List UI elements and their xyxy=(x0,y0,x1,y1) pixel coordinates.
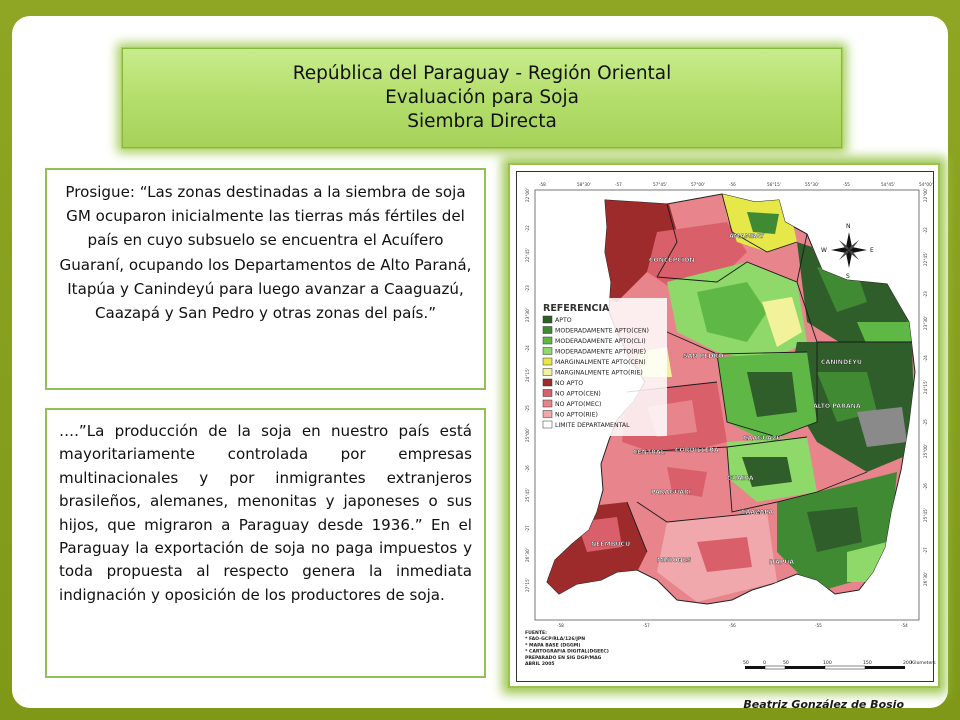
map-frame xyxy=(508,163,940,688)
right-coordinate: -23 xyxy=(923,291,928,298)
department-label: CENTRAL xyxy=(633,449,665,456)
legend-swatch xyxy=(543,316,552,323)
top-coordinate: 58°30' xyxy=(577,182,591,187)
scale-label: 100 xyxy=(823,661,832,666)
right-coordinate: -25 xyxy=(923,419,928,426)
top-coordinate: 54°00' xyxy=(919,182,933,187)
paragraph-2: ….”La producción de la soja en nuestro país está mayoritariamente controlada por empresas multinacionales y por inmigrantes extranjeros brasileños, alemanes, menonitas y japoneses o sus hijos, que migraron a Paraguay desde 1936.” En el Paraguay la exportación de soja no paga impuestos y toda propuesta al respecto genera la inmediata indignación y oposición de los productores de soja. xyxy=(59,422,472,604)
top-coordinate: 57°00' xyxy=(691,182,705,187)
legend-swatch xyxy=(543,411,552,418)
top-coordinate: 54°45' xyxy=(881,182,895,187)
department-label: CAAGUAZU xyxy=(743,435,782,442)
text-box-2 xyxy=(45,408,486,678)
title-line-3: Siembra Directa xyxy=(407,111,557,132)
top-coordinate-labels xyxy=(539,182,933,187)
legend-label: MODERADAMENTE APTO(CLI) xyxy=(555,338,646,346)
bottom-coordinate: -55 xyxy=(815,623,822,628)
department-label: ALTO PARANA xyxy=(813,403,861,410)
left-coordinate: 25°45' xyxy=(525,488,530,502)
right-coordinate: -27 xyxy=(923,547,928,554)
source-line: * CARTOGRAFIA DIGITAL(DGEEC) xyxy=(525,649,609,655)
left-coordinate: -26 xyxy=(525,465,530,472)
legend-label: NO APTO(RIE) xyxy=(555,411,598,419)
paragraph-1: Prosigue: “Las zonas destinadas a la siembra de soja GM ocuparon inicialmente las tierras más fértiles del país en cuyo subsuelo se encuentra el Acuífero Guaraní, ocupando los Departamentos de Alto Paraná, Itapúa y Canindeyú para luego avanzar a Caaguazú, Caazapá y San Pedro y otras zonas del país.” xyxy=(59,183,472,323)
scale-label: 200 xyxy=(903,661,912,666)
legend-swatch xyxy=(543,390,552,397)
author-attribution: Beatriz González de Bosio xyxy=(743,698,904,711)
department-label: ITAPUA xyxy=(769,559,794,566)
right-coordinate: -26 xyxy=(923,483,928,490)
legend-title: REFERENCIA xyxy=(543,303,610,314)
top-coordinate: -55 xyxy=(843,182,850,187)
right-coordinate: 22°45' xyxy=(923,252,928,266)
soybean-suitability-map xyxy=(517,172,936,681)
right-coordinate: 25°45' xyxy=(923,508,928,522)
top-coordinate: -56 xyxy=(729,182,736,187)
source-line: FUENTE: xyxy=(525,631,547,636)
legend-label: MODERADAMENTE APTO(RIE) xyxy=(555,348,647,356)
legend-label: MARGINALMENTE APTO(CEN) xyxy=(555,359,646,367)
bottom-coordinate-labels xyxy=(557,623,908,628)
left-coordinate: -27 xyxy=(525,525,530,532)
map-panel xyxy=(516,171,934,682)
source-line: * FAO-GCP/RLA/126/JPN xyxy=(525,637,586,643)
legend-swatch xyxy=(543,369,552,376)
legend-swatch xyxy=(543,337,552,344)
top-coordinate: 55°30' xyxy=(805,182,819,187)
legend-label: MARGINALMENTE APTO(RIE) xyxy=(555,369,643,377)
map-source-notes xyxy=(525,630,609,667)
scale-label: Kilometers xyxy=(911,661,936,666)
top-coordinate: -58 xyxy=(539,182,546,187)
department-label: CORDILLERA xyxy=(675,447,719,454)
legend-label: NO APTO(MEC) xyxy=(555,401,602,409)
left-coordinate: 25°00' xyxy=(525,428,530,442)
scale-bar xyxy=(743,660,936,669)
legend-label: NO APTO(CEN) xyxy=(555,390,601,398)
legend-label: LIMITE DEPARTAMENTAL xyxy=(555,422,630,430)
legend-swatch xyxy=(543,327,552,334)
department-label: NEEMBUCU xyxy=(591,541,631,548)
source-line: ABRIL 2005 xyxy=(525,662,555,667)
legend-swatch xyxy=(543,421,552,428)
department-label: GUAIRA xyxy=(727,475,754,482)
source-line: * MAPA BASE (DGGM) xyxy=(525,643,581,649)
compass-rose-icon xyxy=(821,223,874,280)
scale-label: 50 xyxy=(743,661,749,666)
scale-label: 150 xyxy=(863,661,872,666)
top-coordinate: 56°15' xyxy=(767,182,781,187)
right-coordinate: 25°00' xyxy=(923,444,928,458)
title-line-2: Evaluación para Soja xyxy=(385,87,579,108)
bottom-coordinate: -58 xyxy=(557,623,564,628)
left-coordinate: 23°30' xyxy=(525,308,530,322)
title-line-1: República del Paraguay - Región Oriental xyxy=(292,63,672,84)
bottom-coordinate: -56 xyxy=(729,623,736,628)
right-coordinate: -22 xyxy=(923,227,928,234)
right-coordinate: -24 xyxy=(923,355,928,362)
top-coordinate: 57°45' xyxy=(653,182,667,187)
right-coordinate: 23°30' xyxy=(923,316,928,330)
compass-e: E xyxy=(870,247,874,254)
right-coordinate-labels xyxy=(923,188,928,586)
bottom-coordinate: -54 xyxy=(901,623,908,628)
left-coordinate: 27°15' xyxy=(525,578,530,592)
department-label: CAAZAPA xyxy=(741,509,774,516)
right-coordinate: 24°15' xyxy=(923,380,928,394)
legend-swatch xyxy=(543,358,552,365)
department-label: SAN PEDRO xyxy=(683,353,724,360)
department-label: CANINDEYU xyxy=(821,359,862,366)
left-coordinate: -23 xyxy=(525,285,530,292)
legend-swatch xyxy=(543,379,552,386)
map-legend xyxy=(539,298,667,436)
left-coordinate-labels xyxy=(525,188,530,592)
top-coordinate: -57 xyxy=(615,182,622,187)
right-coordinate: 26°30' xyxy=(923,572,928,586)
title-banner xyxy=(122,48,842,148)
source-line: PREPARADO EN SIG DGP/MAG xyxy=(525,655,602,661)
bottom-coordinate: -57 xyxy=(643,623,650,628)
legend-swatch xyxy=(543,400,552,407)
legend-swatch xyxy=(543,348,552,355)
left-coordinate: 26°30' xyxy=(525,548,530,562)
text-box-1 xyxy=(45,168,486,390)
legend-label: NO APTO xyxy=(555,380,584,388)
left-coordinate: -25 xyxy=(525,405,530,412)
compass-n: N xyxy=(846,223,851,230)
left-coordinate: -22 xyxy=(525,225,530,232)
left-coordinate: 24°15' xyxy=(525,368,530,382)
compass-w: W xyxy=(821,247,827,254)
department-label: PARAGUARI xyxy=(651,489,692,496)
legend-label: MODERADAMENTE APTO(CEN) xyxy=(555,327,649,335)
department-label: AMAMBAY xyxy=(729,233,765,240)
scale-label: 50 xyxy=(783,661,789,666)
department-label: CONCEPCION xyxy=(649,257,695,264)
left-coordinate: -24 xyxy=(525,345,530,352)
compass-s: S xyxy=(846,273,850,280)
right-coordinate: 22°00' xyxy=(923,188,928,202)
legend-label: APTO xyxy=(555,317,572,325)
left-coordinate: 22°00' xyxy=(525,188,530,202)
left-coordinate: 22°45' xyxy=(525,248,530,262)
department-label: MISIONES xyxy=(657,557,692,564)
scale-label: 0 xyxy=(763,661,766,666)
